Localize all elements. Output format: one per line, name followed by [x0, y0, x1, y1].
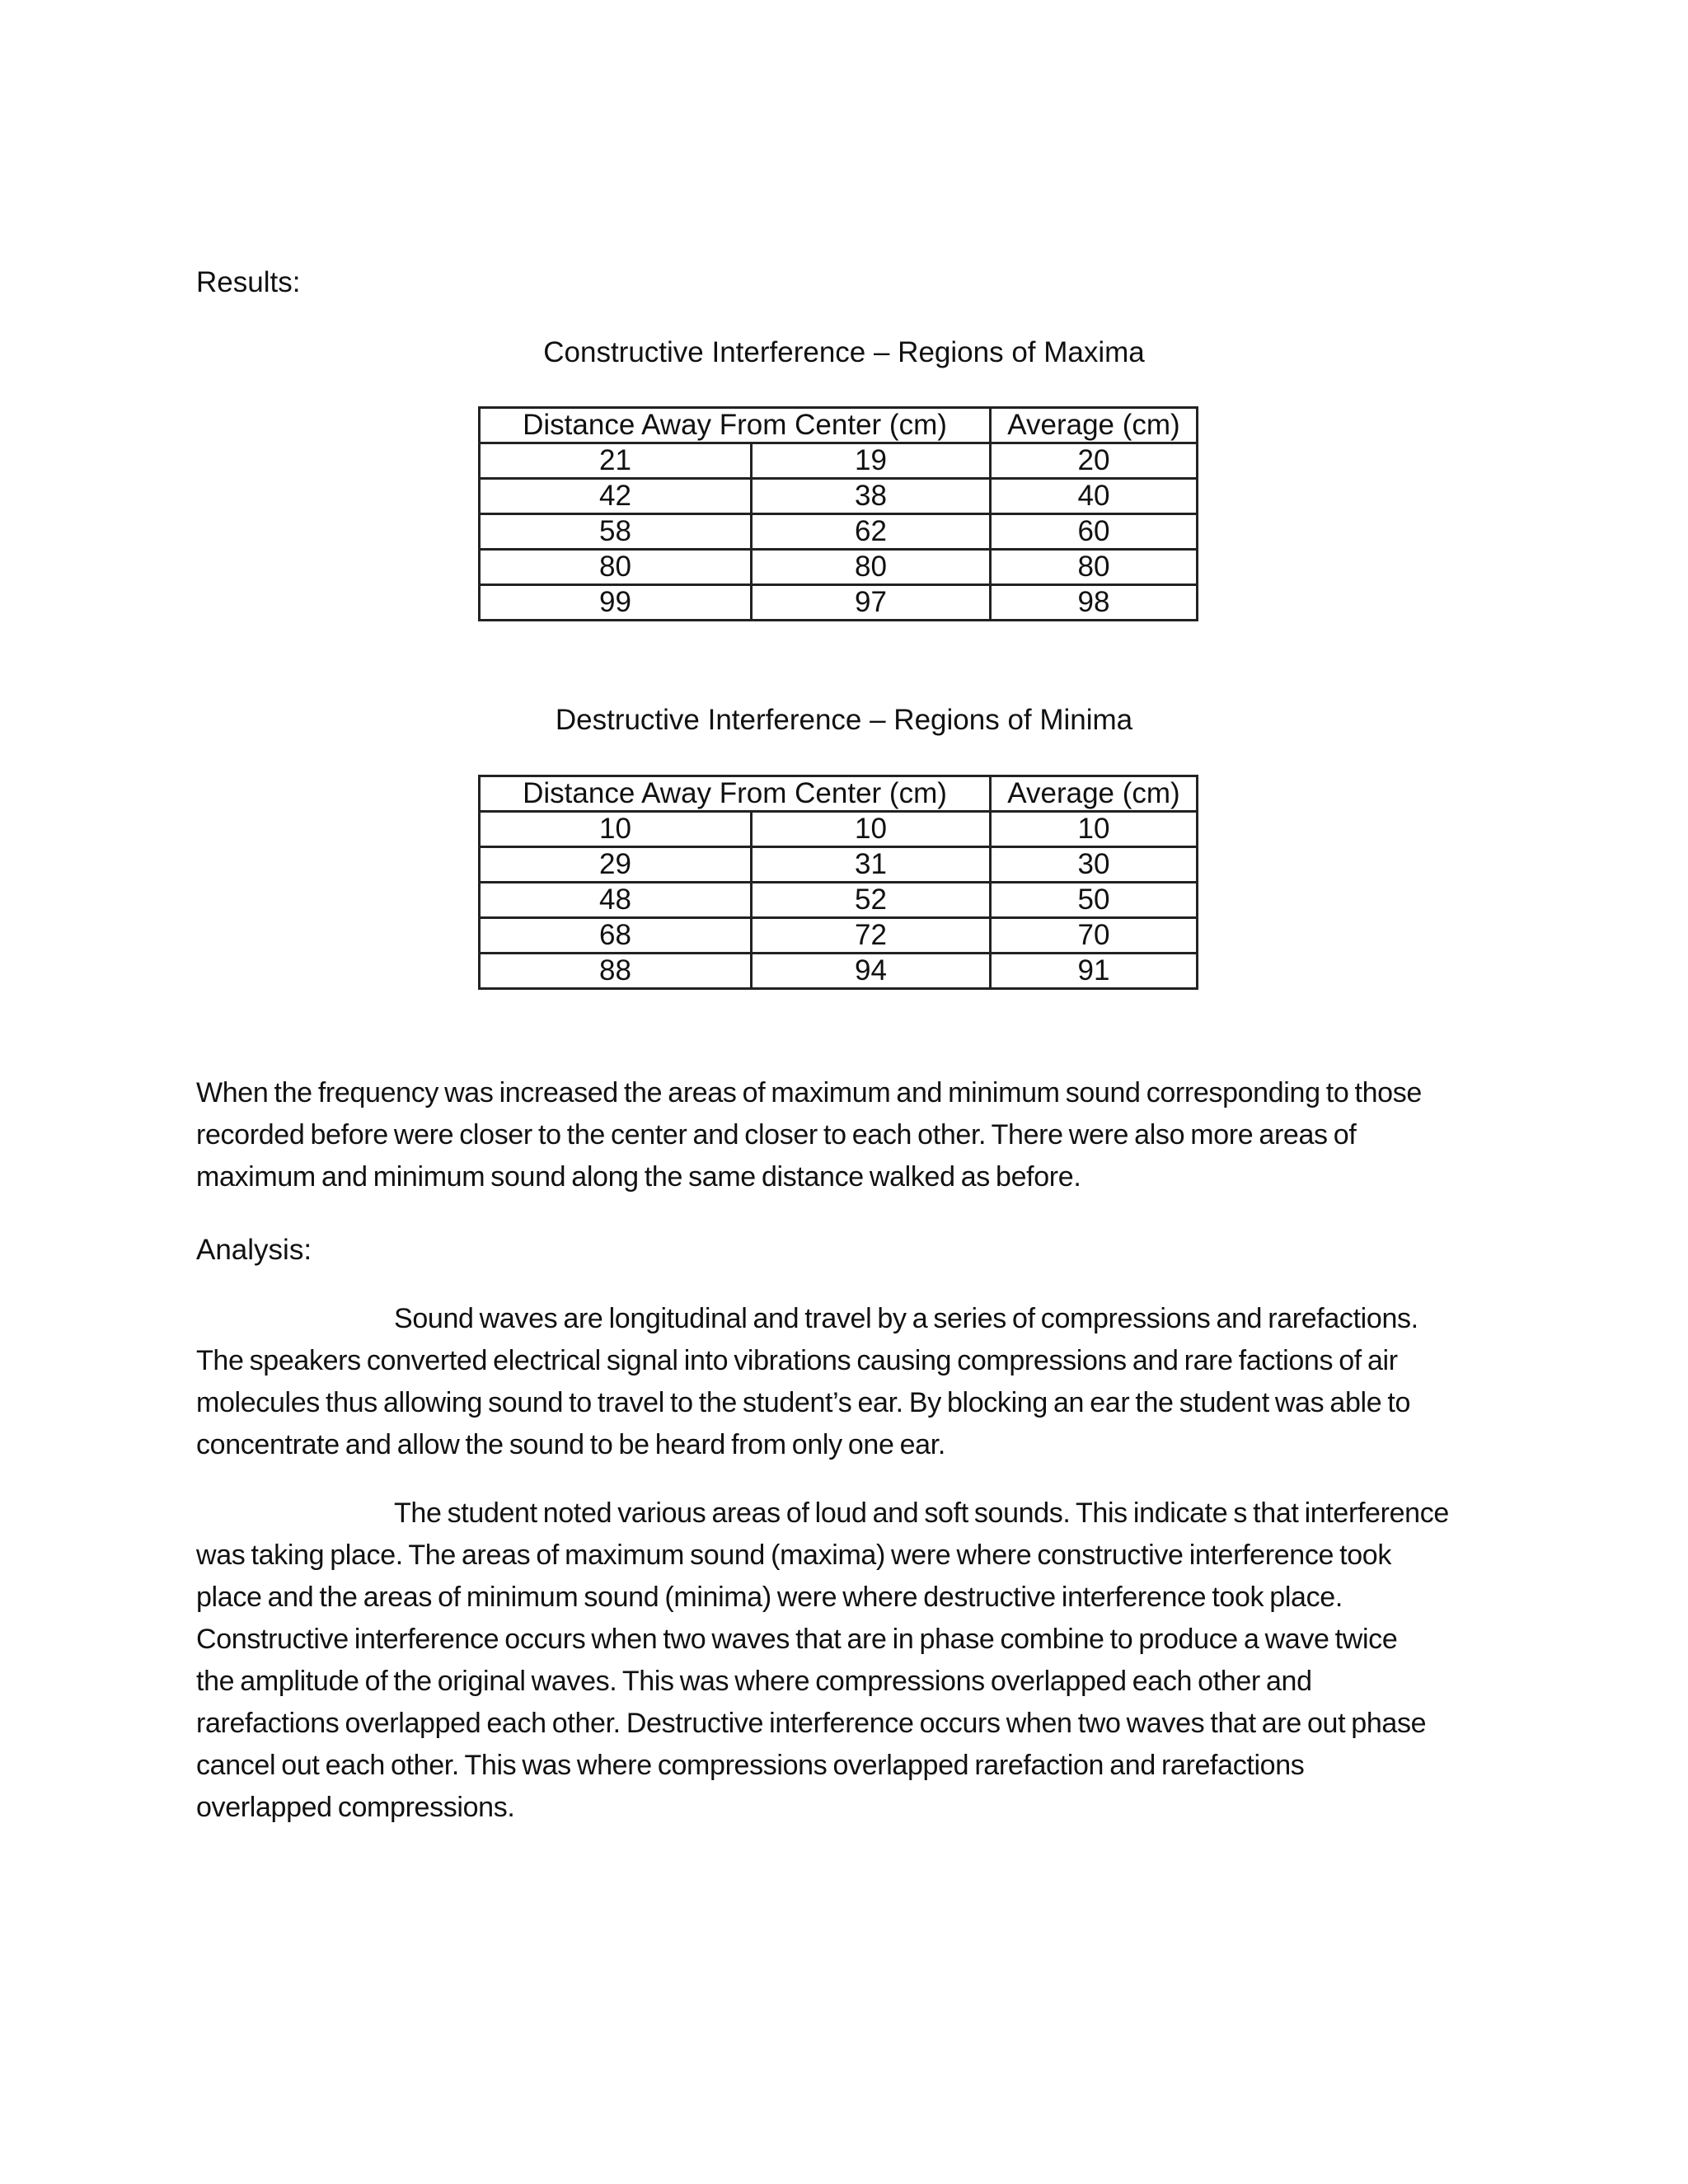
distance-cell-2: 72: [752, 918, 991, 954]
average-cell: 80: [991, 550, 1198, 585]
minima-table: [478, 775, 1198, 990]
table-row: [480, 443, 1198, 479]
distance-cell-2: 62: [752, 514, 991, 550]
distance-cell-1: 48: [480, 883, 752, 918]
paragraph-line: The student noted various areas of loud and soft sounds. This indicate s that interference: [394, 1497, 1449, 1529]
distance-cell-1: 29: [480, 847, 752, 883]
table-row: [480, 812, 1198, 847]
distance-cell-1: 21: [480, 443, 752, 479]
table-row: [480, 847, 1198, 883]
distance-cell-2: 52: [752, 883, 991, 918]
distance-cell-1: 68: [480, 918, 752, 954]
table-row: [480, 954, 1198, 989]
paragraph-line: cancel out each other. This was where compressions overlapped rarefaction and rarefactions: [196, 1750, 1305, 1781]
average-cell: 50: [991, 883, 1198, 918]
distance-cell-1: 42: [480, 479, 752, 514]
table-row: [480, 479, 1198, 514]
table-row: [480, 918, 1198, 954]
average-cell: 98: [991, 585, 1198, 621]
table-row: [480, 585, 1198, 621]
paragraph-line: Sound waves are longitudinal and travel by a series of compressions and rarefactions.: [394, 1303, 1418, 1334]
distance-header: Distance Away From Center (cm): [480, 776, 991, 812]
maxima-table-title: Constructive Interference – Regions of Maxima: [543, 336, 1145, 368]
maxima-table: [478, 406, 1198, 621]
paragraph-line: molecules thus allowing sound to travel to the student’s ear. By blocking an ear the student was able to: [196, 1387, 1411, 1418]
distance-cell-2: 10: [752, 812, 991, 847]
analysis-paragraph-1: [196, 1298, 1515, 1466]
analysis-paragraph-2: [196, 1493, 1515, 1829]
paragraph-line: maximum and minimum sound along the same distance walked as before.: [196, 1161, 1081, 1193]
paragraph-line: Constructive interference occurs when two waves that are in phase combine to produce a wave twice: [196, 1624, 1398, 1655]
paragraph-line: When the frequency was increased the areas of maximum and minimum sound corresponding to those: [196, 1077, 1422, 1108]
average-header: Average (cm): [991, 408, 1198, 443]
table-row: [480, 514, 1198, 550]
table-header-row: [480, 408, 1198, 443]
distance-cell-1: 80: [480, 550, 752, 585]
paragraph-line: the amplitude of the original waves. This was where compressions overlapped each other and: [196, 1666, 1312, 1697]
paragraph-line: was taking place. The areas of maximum sound (maxima) were where constructive interference took: [196, 1540, 1391, 1571]
average-cell: 10: [991, 812, 1198, 847]
distance-cell-1: 99: [480, 585, 752, 621]
paragraph-line: rarefactions overlapped each other. Destructive interference occurs when two waves that are out phase: [196, 1708, 1427, 1739]
analysis-heading: Analysis:: [196, 1234, 312, 1266]
paragraph-line: place and the areas of minimum sound (minima) were where destructive interference took place.: [196, 1582, 1343, 1613]
average-cell: 20: [991, 443, 1198, 479]
average-cell: 60: [991, 514, 1198, 550]
distance-cell-2: 94: [752, 954, 991, 989]
distance-cell-2: 97: [752, 585, 991, 621]
distance-cell-1: 58: [480, 514, 752, 550]
results-heading: Results:: [196, 266, 301, 298]
distance-cell-2: 80: [752, 550, 991, 585]
table-header-row: [480, 776, 1198, 812]
average-header: Average (cm): [991, 776, 1198, 812]
paragraph-line: concentrate and allow the sound to be heard from only one ear.: [196, 1429, 945, 1460]
average-cell: 70: [991, 918, 1198, 954]
distance-cell-1: 88: [480, 954, 752, 989]
table-row: [480, 883, 1198, 918]
distance-cell-2: 19: [752, 443, 991, 479]
paragraph-line: The speakers converted electrical signal into vibrations causing compressions and rare factions of air: [196, 1345, 1398, 1376]
distance-cell-2: 31: [752, 847, 991, 883]
minima-table-title: Destructive Interference – Regions of Minima: [555, 704, 1133, 736]
paragraph-line: recorded before were closer to the center and closer to each other. There were also more areas of: [196, 1119, 1357, 1151]
average-cell: 91: [991, 954, 1198, 989]
distance-cell-1: 10: [480, 812, 752, 847]
average-cell: 30: [991, 847, 1198, 883]
average-cell: 40: [991, 479, 1198, 514]
distance-cell-2: 38: [752, 479, 991, 514]
paragraph-line: overlapped compressions.: [196, 1792, 515, 1823]
table-row: [480, 550, 1198, 585]
distance-header: Distance Away From Center (cm): [480, 408, 991, 443]
results-paragraph: [196, 1072, 1515, 1198]
